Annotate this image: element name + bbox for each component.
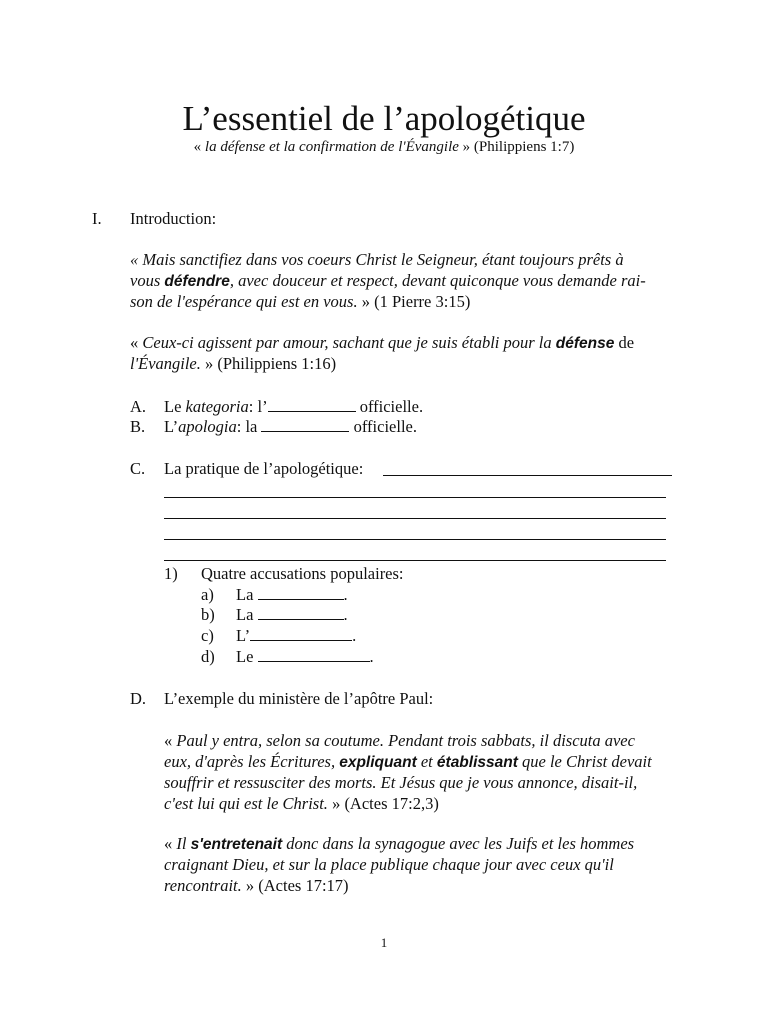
list-item: L’ .: [236, 626, 357, 645]
fill-in-blank[interactable]: [258, 584, 344, 600]
list-item-marker: c): [201, 626, 214, 645]
quote-actes-a-line4: c'est lui qui est le Christ. » (Actes 17:2,3): [164, 794, 439, 813]
item-a-marker: A.: [130, 397, 147, 416]
fill-in-blank[interactable]: [258, 646, 370, 662]
quote-1pierre-line2: vous défendre, avec douceur et respect, devant quiconque vous demande rai-: [130, 271, 646, 290]
quote-actes-a-line2: eux, d'après les Écritures, expliquant et établissant que le Christ devait: [164, 752, 652, 771]
answer-line[interactable]: [164, 560, 666, 561]
list-item: La .: [236, 605, 348, 624]
list-item-marker: b): [201, 605, 215, 624]
list-item: Le .: [236, 647, 374, 666]
item-d-text: L’exemple du ministère de l’apôtre Paul:: [164, 689, 434, 708]
emphasis-defendre: défendre: [164, 273, 230, 290]
page-title: L’essentiel de l’apologétique: [182, 99, 586, 138]
fill-in-blank[interactable]: [258, 604, 344, 620]
item-d-marker: D.: [130, 689, 147, 708]
quote-actes-b-line2: craignant Dieu, et sur la place publique chaque jour avec ceux qu'il: [164, 855, 614, 874]
answer-line[interactable]: [164, 539, 666, 540]
sub-item-marker: 1): [164, 564, 178, 583]
list-item-marker: a): [201, 585, 214, 604]
emphasis-expliquant: expliquant: [339, 754, 417, 771]
fill-in-blank[interactable]: [268, 396, 356, 412]
item-b-marker: B.: [130, 417, 146, 436]
quote-1pierre-line1: « Mais sanctifiez dans vos coeurs Christ le Seigneur, étant toujours prêts à: [130, 250, 624, 269]
quote-philippiens-line1: « Ceux-ci agissent par amour, sachant que je suis établi pour la défense de: [130, 333, 635, 352]
item-c-text: La pratique de l’apologétique:: [164, 459, 364, 478]
item-c-marker: C.: [130, 459, 146, 478]
fill-in-blank[interactable]: [261, 416, 349, 432]
answer-line[interactable]: [383, 475, 672, 476]
quote-actes-a-line3: souffrir et ressusciter des morts. Et Jésus que je vous annonce, disait-il,: [164, 773, 638, 792]
emphasis-defense: défense: [555, 335, 615, 352]
sub-item-text: Quatre accusations populaires:: [201, 564, 404, 583]
answer-line[interactable]: [164, 497, 666, 498]
section-marker: I.: [92, 209, 102, 228]
item-a-text: Le kategoria: l’ officielle.: [164, 397, 424, 416]
quote-actes-a-line1: « Paul y entra, selon sa coutume. Pendant trois sabbats, il discuta avec: [164, 731, 635, 750]
quote-actes-b-line3: rencontrait. » (Actes 17:17): [164, 876, 349, 895]
item-b-text: L’apologia: la officielle.: [164, 417, 417, 436]
fill-in-blank[interactable]: [250, 625, 352, 641]
list-item: La .: [236, 585, 348, 604]
section-heading: Introduction:: [130, 209, 217, 228]
emphasis-sentretenait: s'entretenait: [190, 836, 283, 853]
quote-actes-b-line1: « Il s'entretenait donc dans la synagogue avec les Juifs et les hommes: [164, 834, 635, 853]
emphasis-etablissant: établissant: [436, 754, 518, 771]
page-subtitle: « la défense et la confirmation de l'Évangile » (Philippiens 1:7): [193, 139, 575, 155]
answer-line[interactable]: [164, 518, 666, 519]
subtitle-quote: la défense et la confirmation de l'Évangile: [204, 139, 459, 155]
list-item-marker: d): [201, 647, 215, 666]
quote-philippiens-line2: l'Évangile. » (Philippiens 1:16): [130, 354, 337, 373]
quote-1pierre-line3: son de l'espérance qui est en vous. » (1 Pierre 3:15): [130, 292, 471, 311]
page-number: 1: [380, 935, 388, 950]
